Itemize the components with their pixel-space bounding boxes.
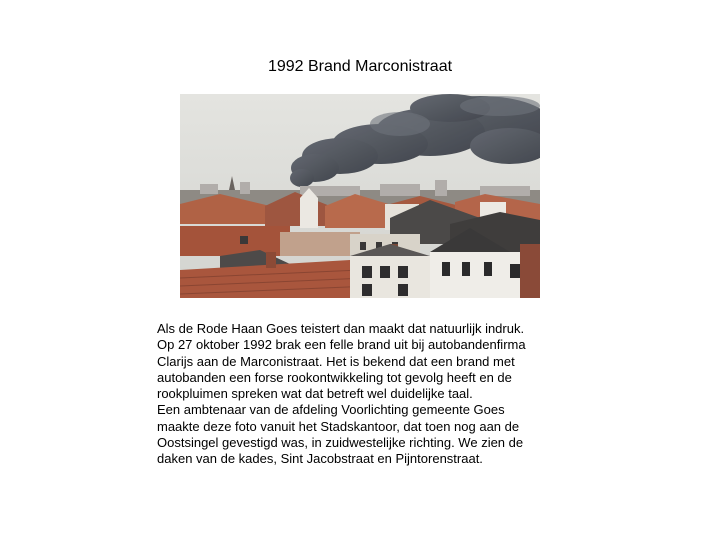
caption-line: rookpluimen spreken wat dat betreft wel duidelijke taal.: [157, 386, 473, 402]
caption-line: Op 27 oktober 1992 brak een felle brand uit bij autobandenfirma: [157, 337, 526, 353]
caption-line: maakte deze foto vanuit het Stadskantoor, dat toen nog aan de: [157, 418, 520, 434]
caption-line: daken van de kades, Sint Jacobstraat en Pijntorenstraat.: [157, 451, 483, 467]
caption-text: [157, 321, 567, 468]
page-title: 1992 Brand Marconistraat: [267, 58, 453, 75]
caption-line: Clarijs aan de Marconistraat. Het is bekend dat een brand met: [157, 353, 515, 369]
caption-line: Een ambtenaar van de afdeling Voorlichting gemeente Goes: [157, 402, 505, 418]
caption-line: Als de Rode Haan Goes teistert dan maakt dat natuurlijk indruk.: [157, 321, 525, 336]
caption-line: autobanden een forse rookontwikkeling tot gevolg heeft en de: [157, 369, 512, 385]
caption-line: Oostsingel gevestigd was, in zuidwestelijke richting. We zien de: [157, 435, 524, 451]
smoke-over-rooftops-photo: [180, 94, 540, 298]
